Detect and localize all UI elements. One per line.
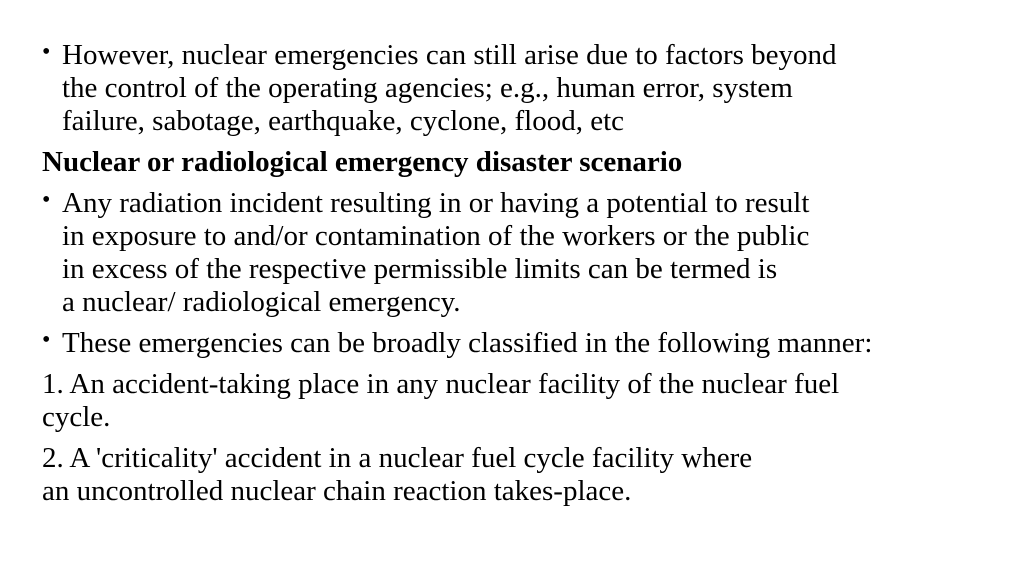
text-line: 2. A 'criticality' accident in a nuclear fuel cycle facility where (42, 442, 753, 474)
bullet-dot-icon: • (42, 39, 51, 65)
text-line: 1. An accident-taking place in any nuclear facility of the nuclear fuel (42, 368, 840, 400)
text-line: However, nuclear emergencies can still arise due to factors beyond (62, 39, 837, 71)
section-heading: Nuclear or radiological emergency disaster scenario (42, 146, 683, 178)
text-line: an uncontrolled nuclear chain reaction takes-place. (42, 475, 632, 507)
bullet-paragraph-definition (42, 187, 1002, 319)
bullet-dot-icon: • (42, 327, 51, 353)
text-line: the control of the operating agencies; e.g., human error, system (62, 72, 793, 104)
bullet-dot-icon: • (42, 187, 51, 213)
numbered-item-2 (42, 442, 1002, 508)
text-line: failure, sabotage, earthquake, cyclone, flood, etc (62, 105, 625, 137)
text-line: in exposure to and/or contamination of the workers or the public (62, 220, 810, 252)
text-line: Any radiation incident resulting in or having a potential to result (62, 187, 810, 219)
text-line: cycle. (42, 401, 111, 433)
text-line: a nuclear/ radiological emergency. (62, 286, 461, 318)
bullet-paragraph-causes (42, 39, 1002, 138)
text-line: in excess of the respective permissible limits can be termed is (62, 253, 778, 285)
bullet-paragraph-classification (42, 327, 1002, 360)
numbered-item-1 (42, 368, 1002, 434)
text-line: These emergencies can be broadly classified in the following manner: (62, 327, 873, 359)
slide-content (42, 39, 1002, 516)
